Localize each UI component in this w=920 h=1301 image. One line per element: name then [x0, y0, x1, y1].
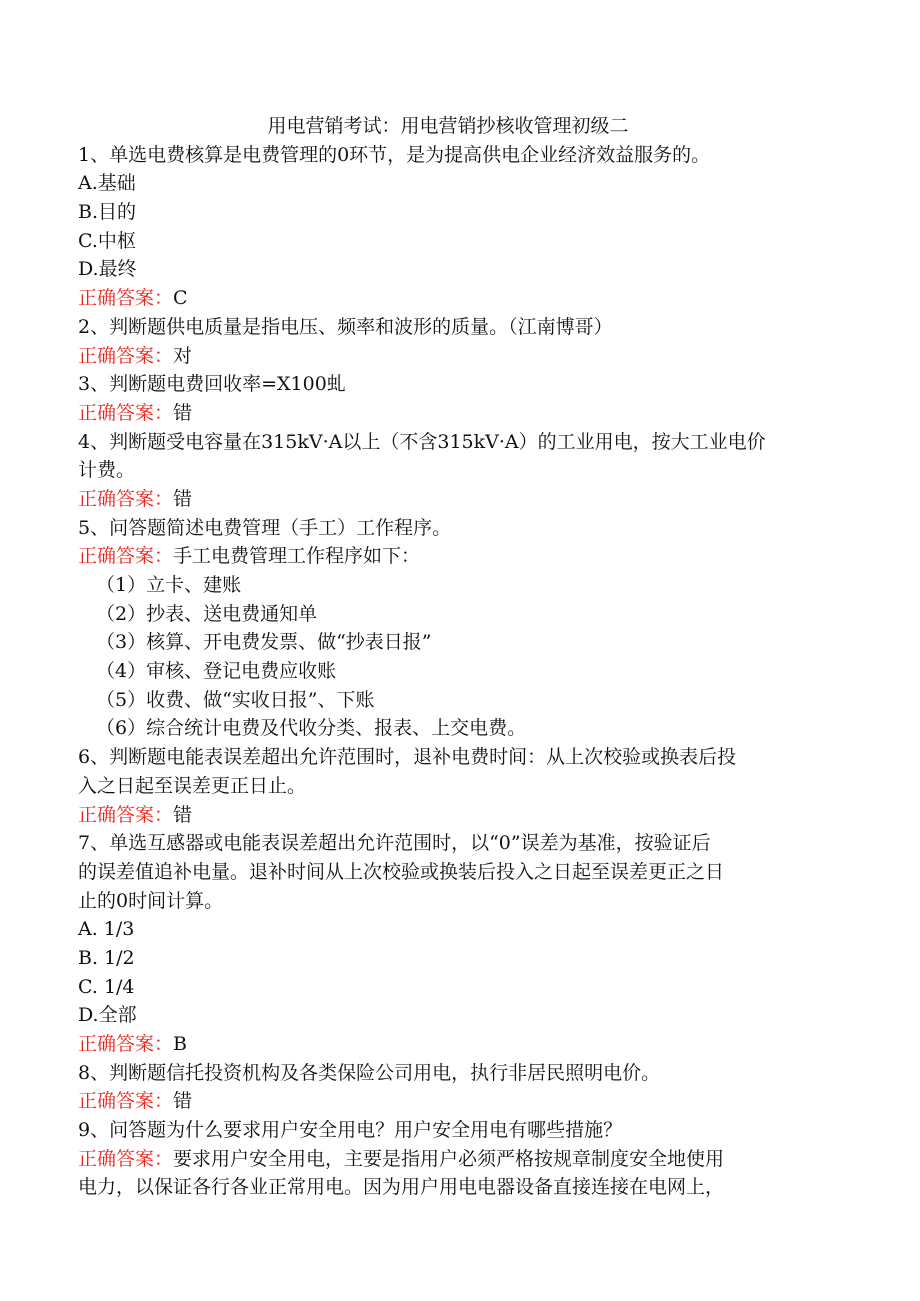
q1-option-b: B.目的	[78, 201, 137, 224]
document-title: 用电营销考试：用电营销抄核收管理初级二	[267, 115, 629, 137]
q5-step-5: （5）收费、做“实收日报”、下账	[96, 688, 375, 711]
q4-answer	[78, 485, 838, 514]
answer-label: 正确答案：	[78, 487, 174, 510]
q7-option-c: C. 1/4	[78, 975, 135, 998]
q7-option-b: B. 1/2	[78, 946, 135, 969]
question-7-line-2: 的误差值追补电量。退补时间从上次校验或换装后投入之日起至误差更正之日	[78, 860, 725, 883]
q5-step-1: （1）立卡、建账	[96, 574, 242, 596]
answer-value: 错	[173, 1090, 193, 1113]
answer-label: 正确答案：	[78, 1090, 174, 1113]
answer-value: 手工电费管理工作程序如下：	[173, 545, 421, 568]
answer-label: 正确答案：	[78, 287, 174, 310]
question-7-line-1: 7、单选互感器或电能表误差超出允许范围时，以“0”误差为基准，按验证后	[78, 832, 711, 855]
question-3: 3、判断题电费回收率=X100虬	[78, 373, 346, 396]
q2-answer	[78, 342, 838, 371]
question-2: 2、判断题供电质量是指电压、频率和波形的质量。（江南博哥）	[78, 315, 613, 338]
answer-label: 正确答案：	[78, 401, 174, 424]
answer-value: 错	[173, 803, 193, 826]
q6-answer	[78, 801, 838, 830]
q5-step-2: （2）抄表、送电费通知单	[96, 602, 318, 625]
answer-label: 正确答案：	[78, 1033, 174, 1055]
question-6-line-1: 6、判断题电能表误差超出允许范围时，退补电费时间：从上次校验或换表后投	[78, 746, 737, 769]
question-1: 1、单选电费核算是电费管理的0环节，是为提高供电企业经济效益服务的。	[78, 143, 711, 166]
q9-answer	[78, 1145, 838, 1174]
q5-answer	[78, 542, 838, 571]
question-4-line-1: 4、判断题受电容量在315kV·A以上（不含315kV·A）的工业用电，按大工业电价	[78, 430, 766, 453]
answer-label: 正确答案：	[78, 803, 174, 826]
q7-answer	[78, 1030, 838, 1059]
q3-answer	[78, 399, 838, 428]
answer-label: 正确答案：	[78, 1147, 174, 1170]
question-6-line-2: 入之日起至误差更正日止。	[78, 774, 307, 797]
q1-option-d: D.最终	[78, 258, 137, 281]
answer-value: 错	[173, 401, 193, 424]
answer-value: C	[173, 287, 188, 310]
question-5: 5、问答题简述电费管理（手工）工作程序。	[78, 516, 452, 539]
q5-step-3: （3）核算、开电费发票、做“抄表日报”	[96, 631, 432, 654]
q5-step-4: （4）审核、登记电费应收账	[96, 660, 337, 683]
q1-option-a: A.基础	[78, 172, 136, 195]
q1-option-c: C.中枢	[78, 229, 136, 252]
q8-answer	[78, 1087, 838, 1116]
answer-label: 正确答案：	[78, 344, 174, 367]
q1-answer	[78, 284, 838, 313]
question-7-line-3: 止的0时间计算。	[78, 889, 224, 912]
q5-step-6: （6）综合统计电费及代收分类、报表、上交电费。	[96, 717, 527, 740]
document-page	[78, 112, 838, 1202]
question-4-line-2: 计费。	[78, 459, 136, 482]
q7-option-a: A. 1/3	[78, 918, 135, 941]
question-9: 9、问答题为什么要求用户安全用电？用户安全用电有哪些措施？	[78, 1119, 623, 1142]
answer-value: 对	[173, 344, 193, 367]
answer-value: 错	[173, 487, 193, 510]
answer-label: 正确答案：	[78, 545, 174, 568]
answer-value: B	[173, 1033, 187, 1055]
answer-value: 要求用户安全用电，主要是指用户必须严格按规章制度安全地使用	[173, 1147, 725, 1170]
question-8: 8、判断题信托投资机构及各类保险公司用电，执行非居民照明电价。	[78, 1061, 661, 1084]
q9-answer-continuation: 电力，以保证各行各业正常用电。因为用户用电电器设备直接连接在电网上，	[78, 1176, 725, 1199]
q7-option-d: D.全部	[78, 1004, 137, 1027]
